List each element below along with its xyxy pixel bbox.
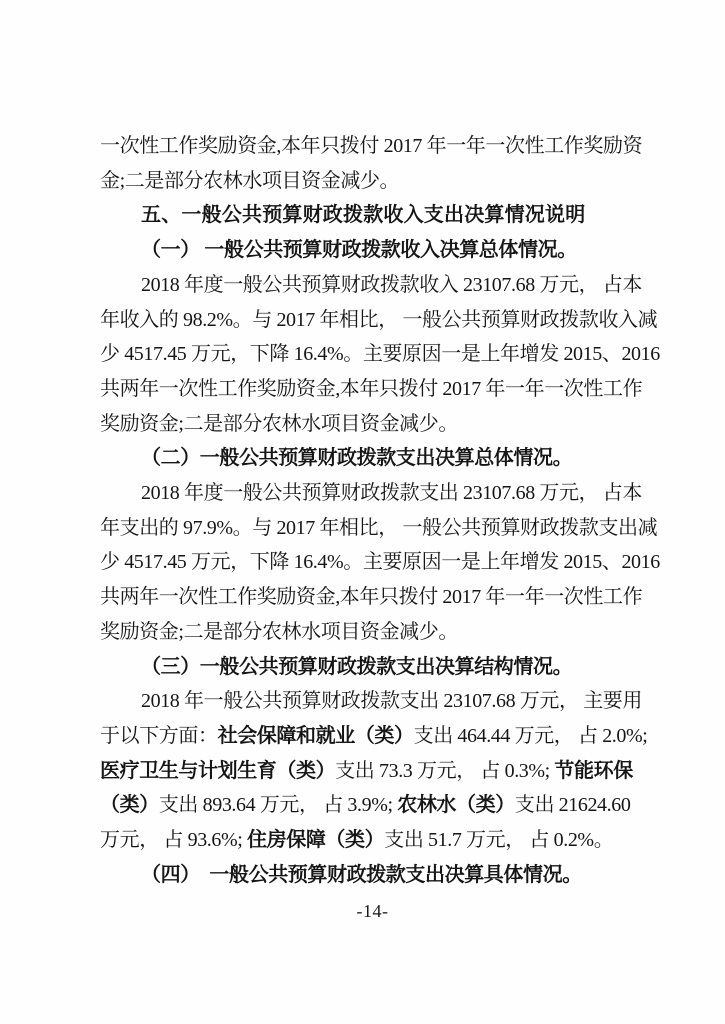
text-segment-bold: （类） [100, 794, 159, 817]
subsection-heading [100, 233, 645, 268]
text-segment: 支出 21624.60 [514, 794, 631, 817]
subsection-heading [100, 441, 645, 476]
paragraph-line [100, 511, 658, 546]
text-segment: 2018 年度一般公共预算财政拨款支出 23107.68 万元， 占本 [141, 482, 642, 505]
text-segment: 支出 893.64 万元， 占 3.9%; [158, 794, 398, 817]
section-heading [100, 198, 645, 233]
paragraph-line [100, 754, 645, 789]
text-segment-bold: 医疗卫生与计划生育（类） [100, 759, 336, 782]
text-segment: 万元， 占 93.6%; [100, 829, 248, 852]
page-number: -14- [356, 901, 389, 921]
text-segment: 于以下方面： [100, 724, 218, 747]
text-segment: 一次性工作奖励资金,本年只拨付 2017 年一年一次性工作奖励资 [100, 135, 643, 157]
text-segment: （四） 一般公共预算财政拨款支出决算具体情况。 [141, 863, 582, 886]
paragraph-line [100, 268, 645, 303]
text-segment: 2018 年一般公共预算财政拨款支出 23107.68 万元， 主要用 [141, 690, 642, 713]
text-segment: 支出 73.3 万元， 占 0.3%; [335, 759, 555, 782]
text-segment-bold: 社会保障和就业（类） [217, 724, 414, 747]
paragraph-line [100, 719, 648, 754]
text-segment: 金;二是部分农林水项目资金减少。 [100, 169, 400, 192]
paragraph-line [100, 303, 658, 338]
text-segment: （二）一般公共预算财政拨款支出决算总体情况。 [141, 447, 573, 470]
subsection-heading [100, 858, 645, 893]
text-segment-bold: 节能环保 [554, 759, 633, 782]
text-segment: （一） 一般公共预算财政拨款收入决算总体情况。 [141, 239, 577, 262]
text-segment-bold: 住房保障（类） [247, 829, 385, 852]
paragraph-line [100, 372, 645, 407]
text-segment: 五、一般公共预算财政拨款收入支出决算情况说明 [141, 204, 586, 227]
text-segment: 共两年一次性工作奖励资金,本年只拨付 2017 年一年一次性工作 [100, 377, 643, 400]
text-segment-bold: 农林水（类） [397, 794, 515, 817]
paragraph-line [100, 545, 660, 580]
paragraph-line [100, 164, 645, 199]
text-segment: 年支出的 97.9%。与 2017 年相比， 一般公共预算财政拨款支出减 [100, 516, 658, 539]
text-segment: 支出 464.44 万元， 占 2.0%; [413, 724, 648, 747]
paragraph-line [100, 684, 645, 719]
text-segment: 2018 年度一般公共预算财政拨款收入 23107.68 万元， 占本 [141, 273, 642, 296]
document-body [100, 129, 660, 892]
text-segment: 少 4517.45 万元，下降 16.4%。主要原因一是上年增发 2015、2016 [100, 343, 660, 366]
text-segment: 年收入的 98.2%。与 2017 年相比， 一般公共预算财政拨款收入减 [100, 308, 658, 331]
text-segment: 少 4517.45 万元，下降 16.4%。主要原因一是上年增发 2015、2016 [100, 551, 660, 574]
paragraph-line [100, 129, 645, 164]
subsection-heading [100, 650, 645, 685]
text-segment: 共两年一次性工作奖励资金,本年只拨付 2017 年一年一次性工作 [100, 586, 643, 609]
text-segment: 支出 51.7 万元， 占 0.2%。 [384, 829, 614, 852]
paragraph-line [100, 337, 660, 372]
text-segment: 奖励资金;二是部分农林水项目资金减少。 [100, 620, 458, 643]
paragraph-line [100, 823, 645, 858]
paragraph-line [100, 407, 645, 442]
paragraph-line [100, 788, 645, 823]
paragraph-line [100, 476, 645, 511]
paragraph-line [100, 615, 645, 650]
paragraph-line [100, 580, 645, 615]
text-segment: 奖励资金;二是部分农林水项目资金减少。 [100, 412, 458, 435]
text-segment: （三）一般公共预算财政拨款支出决算结构情况。 [141, 655, 573, 678]
